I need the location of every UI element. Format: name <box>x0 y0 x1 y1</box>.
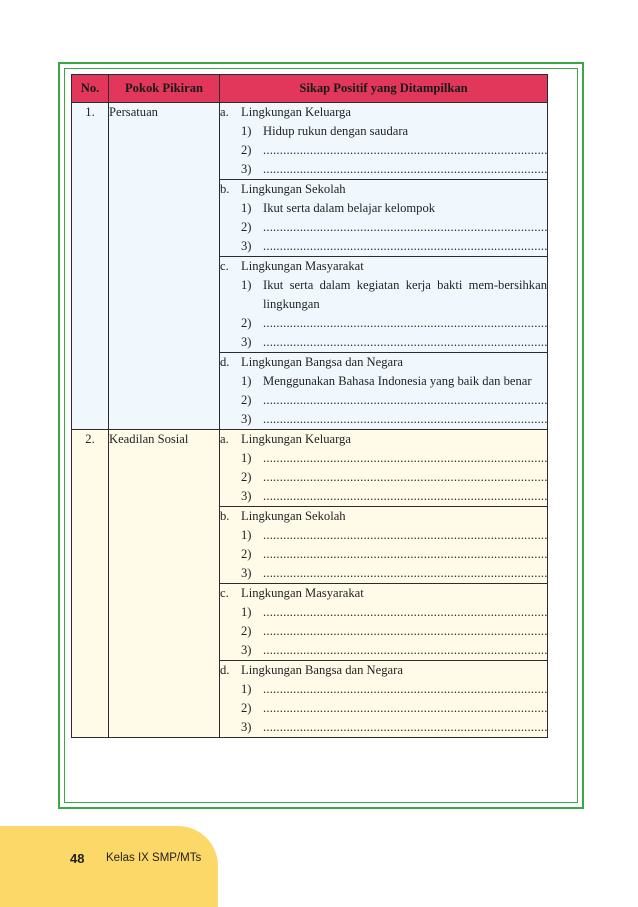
item-number: 3) <box>241 162 252 176</box>
pokok-pikiran-cell: Keadilan Sosial <box>109 430 220 738</box>
blank-fill-line[interactable] <box>263 160 547 179</box>
item-number: 2) <box>241 470 252 484</box>
section-title: Lingkungan Sekolah <box>241 509 346 523</box>
section-letter: b. <box>220 182 230 196</box>
item-number: 3) <box>241 489 252 503</box>
table-body <box>72 103 548 738</box>
list-item <box>220 718 547 737</box>
list-item <box>220 199 547 218</box>
blank-fill-line[interactable] <box>263 680 547 699</box>
section-heading <box>220 180 547 199</box>
blank-fill-line[interactable] <box>263 622 547 641</box>
sikap-cell <box>220 257 548 353</box>
item-number: 3) <box>241 566 252 580</box>
blank-fill-line[interactable] <box>263 141 547 160</box>
item-number: 3) <box>241 335 252 349</box>
list-item <box>220 622 547 641</box>
blank-fill-line[interactable] <box>263 449 547 468</box>
list-item <box>220 141 547 160</box>
section-heading <box>220 661 547 680</box>
list-item <box>220 410 547 429</box>
pokok-pikiran-cell: Persatuan <box>109 103 220 430</box>
list-item <box>220 237 547 256</box>
blank-fill-line[interactable] <box>263 603 547 622</box>
blank-fill-line[interactable] <box>263 237 547 256</box>
item-number: 3) <box>241 643 252 657</box>
section-letter: d. <box>220 663 230 677</box>
list-item <box>220 372 547 391</box>
footer-tab <box>0 826 218 907</box>
item-number: 3) <box>241 720 252 734</box>
blank-fill-line[interactable] <box>263 333 547 352</box>
item-number: 1) <box>241 682 252 696</box>
item-number: 1) <box>241 124 252 138</box>
sikap-cell <box>220 661 548 738</box>
section-title: Lingkungan Bangsa dan Negara <box>241 355 403 369</box>
list-item <box>220 218 547 237</box>
blank-fill-line[interactable] <box>263 314 547 333</box>
blank-fill-line[interactable] <box>263 526 547 545</box>
item-number: 2) <box>241 220 252 234</box>
section-letter: c. <box>220 586 229 600</box>
header-sikap-positif: Sikap Positif yang Ditampilkan <box>220 75 548 103</box>
item-number: 2) <box>241 143 252 157</box>
table-row <box>72 430 548 507</box>
table-row <box>72 103 548 180</box>
section-title: Lingkungan Bangsa dan Negara <box>241 663 403 677</box>
header-row <box>72 75 548 103</box>
list-item <box>220 333 547 352</box>
section-heading <box>220 257 547 276</box>
section-letter: c. <box>220 259 229 273</box>
item-number: 1) <box>241 528 252 542</box>
list-item <box>220 276 547 314</box>
section-title: Lingkungan Masyarakat <box>241 259 364 273</box>
blank-fill-line[interactable] <box>263 410 547 429</box>
item-number: 3) <box>241 412 252 426</box>
list-item <box>220 603 547 622</box>
list-item <box>220 487 547 506</box>
section-letter: a. <box>220 432 229 446</box>
list-item <box>220 314 547 333</box>
list-item <box>220 122 547 141</box>
worksheet-table <box>71 74 548 738</box>
row-number: 2. <box>72 430 109 738</box>
list-item <box>220 160 547 179</box>
section-heading <box>220 430 547 449</box>
section-heading <box>220 353 547 372</box>
item-text: Hidup rukun dengan saudara <box>263 124 409 138</box>
section-title: Lingkungan Sekolah <box>241 182 346 196</box>
list-item <box>220 699 547 718</box>
list-item <box>220 564 547 583</box>
blank-fill-line[interactable] <box>263 468 547 487</box>
item-number: 1) <box>241 278 252 292</box>
sikap-cell <box>220 584 548 661</box>
list-item <box>220 391 547 410</box>
sikap-cell <box>220 430 548 507</box>
row-number: 1. <box>72 103 109 430</box>
section-title: Lingkungan Keluarga <box>241 105 351 119</box>
section-title: Lingkungan Keluarga <box>241 432 351 446</box>
item-number: 1) <box>241 605 252 619</box>
item-text: Menggunakan Bahasa Indonesia yang baik dan benar <box>263 374 532 388</box>
header-no: No. <box>72 75 109 103</box>
sikap-cell <box>220 103 548 180</box>
blank-fill-line[interactable] <box>263 545 547 564</box>
page-number: 48 <box>70 851 85 866</box>
item-number: 2) <box>241 393 252 407</box>
item-text: Ikut serta dalam belajar kelompok <box>263 201 436 215</box>
blank-fill-line[interactable] <box>263 564 547 583</box>
item-number: 1) <box>241 451 252 465</box>
list-item <box>220 526 547 545</box>
sikap-cell <box>220 507 548 584</box>
item-text: Ikut serta dalam kegiatan kerja bakti mem-bersihkan lingkungan <box>263 278 547 311</box>
section-heading <box>220 103 547 122</box>
list-item <box>220 468 547 487</box>
section-letter: d. <box>220 355 230 369</box>
sikap-cell <box>220 180 548 257</box>
item-number: 2) <box>241 547 252 561</box>
section-heading <box>220 507 547 526</box>
item-number: 3) <box>241 239 252 253</box>
blank-fill-line[interactable] <box>263 391 547 410</box>
list-item <box>220 641 547 660</box>
book-title: Kelas IX SMP/MTs <box>106 852 202 864</box>
blank-fill-line[interactable] <box>263 699 547 718</box>
item-number: 2) <box>241 624 252 638</box>
item-number: 2) <box>241 316 252 330</box>
blank-fill-line[interactable] <box>263 487 547 506</box>
section-letter: a. <box>220 105 229 119</box>
item-number: 1) <box>241 374 252 388</box>
section-letter: b. <box>220 509 230 523</box>
header-pokok-pikiran: Pokok Pikiran <box>109 75 220 103</box>
list-item <box>220 680 547 699</box>
section-heading <box>220 584 547 603</box>
list-item <box>220 449 547 468</box>
sikap-cell <box>220 353 548 430</box>
item-number: 2) <box>241 701 252 715</box>
blank-fill-line[interactable] <box>263 718 547 737</box>
blank-fill-line[interactable] <box>263 641 547 660</box>
list-item <box>220 545 547 564</box>
item-number: 1) <box>241 201 252 215</box>
section-title: Lingkungan Masyarakat <box>241 586 364 600</box>
blank-fill-line[interactable] <box>263 218 547 237</box>
